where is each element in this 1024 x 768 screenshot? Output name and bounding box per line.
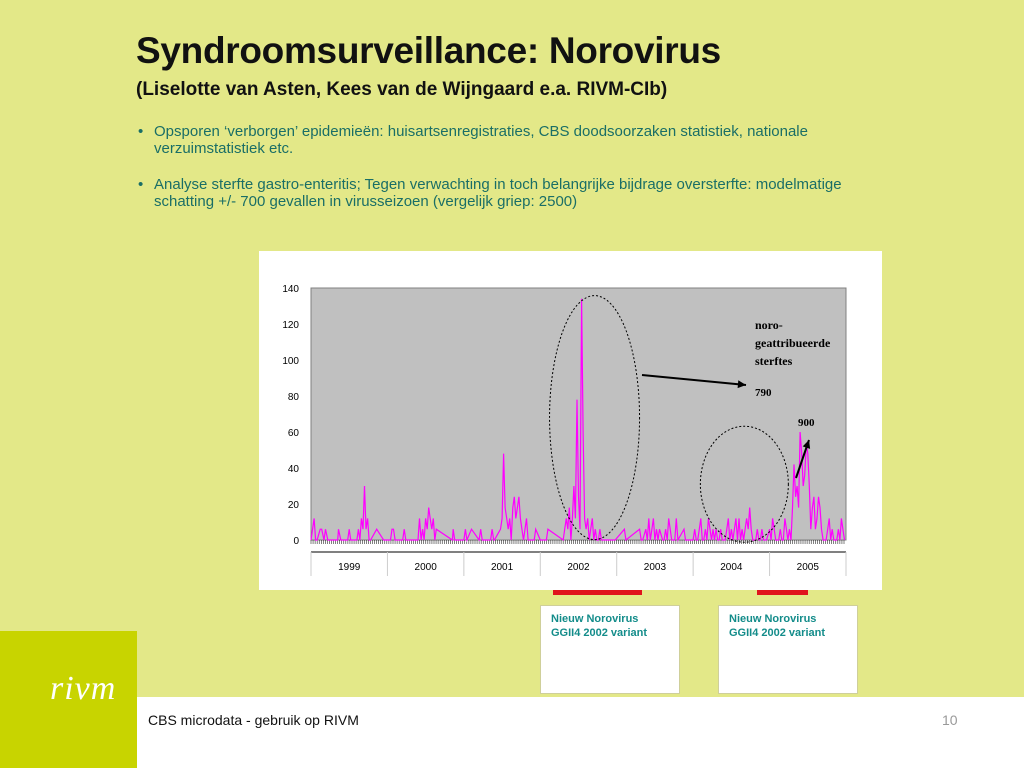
y-tick-label: 120 (282, 320, 299, 331)
bullet-list (136, 123, 856, 229)
annotation-value-900: 900 (798, 417, 815, 429)
bullet-text: Analyse sterfte gastro-enteritis; Tegen verwachting in toch belangrijke bijdrage oversterfte: modelmatige schatting +/- 700 gevallen in virusseizoen (vergelijk griep: 2500) (154, 176, 842, 210)
chart-container (259, 251, 882, 590)
bullet-text: Opsporen ‘verborgen’ epidemieën: huisartsenregistraties, CBS doodsoorzaken statistiek, nationale verzuimstatistiek etc. (154, 123, 808, 157)
y-tick-label: 140 (282, 284, 299, 295)
line-chart (259, 251, 882, 590)
bullet-dot: • (138, 176, 144, 193)
y-tick-label: 0 (293, 536, 299, 547)
bullet-item (136, 176, 856, 210)
note-line: GGII4 2002 variant (729, 627, 825, 639)
x-tick-label: 2004 (720, 562, 743, 573)
rivm-logo: rivm (50, 670, 117, 707)
footer-bar (0, 697, 1024, 768)
slide-title: Syndroomsurveillance: Norovirus (136, 30, 721, 71)
x-tick-label: 2003 (643, 562, 667, 573)
y-tick-label: 20 (287, 500, 299, 511)
y-tick-label: 60 (287, 428, 299, 439)
red-period-marker-2004 (757, 590, 808, 595)
annotation-label: noro- (755, 318, 783, 332)
note-box-left (540, 605, 680, 694)
annotation-label: sterftes (755, 354, 793, 368)
note-box-right (718, 605, 858, 694)
x-tick-label: 2000 (414, 562, 437, 573)
page-number: 10 (942, 712, 958, 728)
x-tick-label: 2002 (567, 562, 590, 573)
annotation-value-790: 790 (755, 387, 772, 399)
footer-text: CBS microdata - gebruik op RIVM (148, 712, 359, 728)
slide-subtitle: (Liselotte van Asten, Kees van de Wijngaard e.a. RIVM-CIb) (136, 79, 668, 100)
x-tick-label: 2001 (490, 562, 514, 573)
note-line: Nieuw Norovirus (729, 613, 817, 625)
bullet-dot: • (138, 123, 144, 140)
red-period-marker-2002 (553, 590, 642, 595)
annotation-label: geattribueerde (755, 336, 831, 350)
note-line: GGII4 2002 variant (551, 627, 647, 639)
bullet-item (136, 123, 856, 157)
y-tick-label: 80 (287, 392, 299, 403)
y-tick-label: 100 (282, 356, 299, 367)
y-tick-label: 40 (287, 464, 299, 475)
x-tick-label: 2005 (796, 562, 819, 573)
note-line: Nieuw Norovirus (551, 613, 639, 625)
x-tick-label: 1999 (338, 562, 361, 573)
